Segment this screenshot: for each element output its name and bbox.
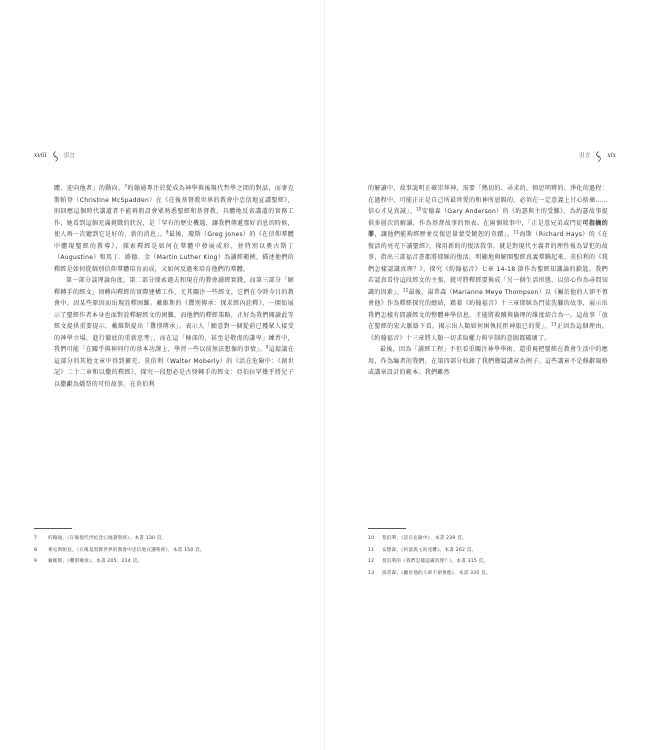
footnote-number: 10 bbox=[368, 536, 375, 541]
text-run: 的解讀中，故事說明正確崇拜神，需要「熱切的、尋求的、慎思明辨的、淨化的過程：在過程中，可能正正是自己所最珍愛的和神所恩賜的，必須在一定意義上甘心捨棄……信心才見真誠」。 bbox=[368, 185, 608, 215]
footnote-ref: 12 bbox=[402, 287, 409, 292]
right-page bbox=[325, 0, 650, 750]
footnote-number: 7 bbox=[34, 536, 38, 541]
footnote-rule bbox=[368, 528, 406, 529]
text-run: 正因為這個理由，《約翰福音》十三章將人類一切求取權力與宰制的意圖都破壞了。 bbox=[368, 323, 608, 342]
text-run: 這提議在這部分的其他文章中得到擴充。莫伯利（Walter Moberly）的《活在危險中：《創世記》二十二章和以撒的釋經》，探究一段想必是古怪棘手的經文：亞伯拉罕幾乎將兒子以撒獻為燔祭的可怕故事。在莫伯利 bbox=[54, 346, 294, 388]
footnote-ref: 8 bbox=[166, 229, 169, 235]
footnote bbox=[368, 545, 491, 557]
footnote-text: 戴維斯，《釁別傳承》，本書 205、214 頁。 bbox=[48, 559, 143, 564]
footnote-text: 湯普森，《屬於他的人卻不領會他》，本書 335 頁。 bbox=[382, 570, 491, 576]
footnote bbox=[34, 556, 205, 568]
right-running-head: 引言 bbox=[579, 153, 591, 159]
footnote bbox=[34, 533, 205, 545]
paragraph bbox=[368, 183, 608, 344]
footnote bbox=[368, 568, 491, 580]
right-page-number: xix bbox=[607, 152, 616, 159]
text-run: 安德森（Gary Anderson）的《約瑟與主的受難》，為約瑟故事提供多層次的解讀，作為基督故事的預表。在兩個敘事中，「正是意兄弟或門徒 bbox=[368, 208, 608, 227]
footnote-number: 8 bbox=[34, 547, 38, 553]
footnote-number: 11 bbox=[368, 547, 375, 553]
footnote-text: 安德森，《約瑟與主的受難》，本書 262 頁。 bbox=[382, 547, 477, 553]
ornament-icon bbox=[52, 151, 59, 162]
footnote-ref: 9 bbox=[265, 344, 269, 350]
emphasis-text: 可指摘的罪 bbox=[368, 219, 609, 238]
left-body-text bbox=[54, 183, 294, 390]
text-run: ，讓他們能夠經歷並反復思量蒙受饒恕的奇蹟」。 bbox=[374, 231, 514, 238]
footnote-text: 莫伯利，《活在危險中》，本書 239 頁。 bbox=[382, 536, 467, 541]
footnote-text: 約翰通，《在後現代世紀念心地讀聖經》，本書 130 頁。 bbox=[48, 536, 167, 541]
paragraph bbox=[54, 275, 294, 390]
footnote-text: 麥克斯帕登，《在後基督教世界的教會中忠信地宣講聖經》，本書 150 頁。 bbox=[48, 547, 205, 553]
left-running-head: 引言 bbox=[63, 153, 75, 159]
text-run: 最後，因為「讀經工程」不但看重關注神學學術，還重視把聖經在教會生活中的應用，作為編者的我們，在第四部分收錄了我們幾篇講章為例子。這些講章不是修辭風格或講章設計的範本。我們雖然 bbox=[368, 346, 608, 376]
ornament-icon bbox=[595, 151, 602, 162]
right-footnotes bbox=[368, 533, 491, 579]
footnote-text: 莫伯利的《我們怎樣認識真理？》，本書 315 頁。 bbox=[382, 559, 489, 564]
footnote bbox=[34, 545, 205, 557]
footnote-ref: 13 bbox=[550, 321, 557, 327]
text-run: 約翰通專注於從成為神學與後現代哲學之間的對話，而麥克斯帕登（Christine McSpadden）在《在後基督教世界的教會中忠信地宣講聖經》，則回應這個時代講道者不能再假設會眾熟悉聖經和基督教，具體地反省講道的實務工作，她看到這個充滿挑戰的狀況，是「罕有的歷史機遇，讓我們傳遞那好消息的時候，使人再一次聽到它是好的、新的消息」。 bbox=[54, 185, 294, 238]
footnote-number: 9 bbox=[34, 559, 38, 564]
paragraph bbox=[54, 183, 294, 275]
footnote-number: 13 bbox=[368, 570, 375, 576]
text-run: 體、迎向他者」的動向。 bbox=[54, 185, 125, 192]
footnote-ref: 10 bbox=[416, 206, 422, 212]
footnote-number: 12 bbox=[368, 559, 375, 564]
right-running-header bbox=[579, 150, 616, 162]
left-footnotes bbox=[34, 533, 205, 568]
right-body-text bbox=[368, 183, 608, 379]
footnote-ref: 11 bbox=[513, 229, 520, 235]
paragraph bbox=[368, 344, 608, 379]
text-run: 最後，湯普森（Marianne Meye Thompson）以《屬於他的人卻不領會他》作為釋經探究的總結，藉着《約翰福音》十三章耶穌為門徒洗腳的故事，展示出我們怎樣有間讀經文的整體神學信息，才能將救贖與倫理的維度結合為一。這故事「放在聖經的宏大脈絡下看，揭示出人類如何困執抗拒神旅已的愛」。 bbox=[368, 288, 608, 330]
footnote-rule bbox=[34, 528, 72, 529]
left-running-header bbox=[34, 150, 75, 162]
text-run: 第一部分談理論角度，第二部分探索過去和現在的教會讀經實踐，而第三部分「解釋轉手的經文」則轉向釋經的實際建構工作，尤其關注一些經文，它們在今時今日的教會中，因某些原因而出現詮釋困難。戴維斯的《釁別傳承：探求經內詮釋》，一開始展示了聖經作者本身也面對詮釋解經文的困難，而他們的釋經策略，正好為我們閱讀此等經文提供重要提示。戴維斯提出「釁別傳承」，表示人「願意對一個從前已獲眾人接受的神學立場，進行徹底的重新思考」，而在這「極深的、甚至是敬虔的謙卑」練習中，我們可能「在關乎與神同行的基本功課上，學習一些以前無法想像的事情」。 bbox=[54, 277, 294, 353]
left-page-number: xviii bbox=[34, 152, 47, 159]
text-run: 最後，瓊斯（Greg Jones）的《在信仰羣體中體現聖經的教導》，探索釋經是如何在羣體中發展成形，並特別以奧古斯丁（Augustine）和馬丁．路德．金（Martin Luther King）為讀經範例，描述他們的釋經是如何從個別信仰羣體培育而成，又如何反過來培育他們的羣體。 bbox=[54, 231, 294, 273]
footnote bbox=[368, 533, 491, 545]
footnote bbox=[368, 556, 491, 568]
footnote-ref: 7 bbox=[124, 183, 128, 189]
text-run: 海斯（Richard Hays）的《在復活的亮光下讀聖經》，探用新約的復活敘事，就是對現代主義者的理性報為冒犯的故事，指出三部福音書都將耶穌的復活，明顯地與解開聖經真義羣聯起來。莫伯利的《我們怎樣認識真理？》，探究《約翰福音》七章 14-18 節作為聖經知識論的鎖匙。我們若認真看待這段經文的主張，就可將釋經要換成「另一個生活形態，以信心作為尋問知識的因素」。 bbox=[368, 231, 608, 296]
